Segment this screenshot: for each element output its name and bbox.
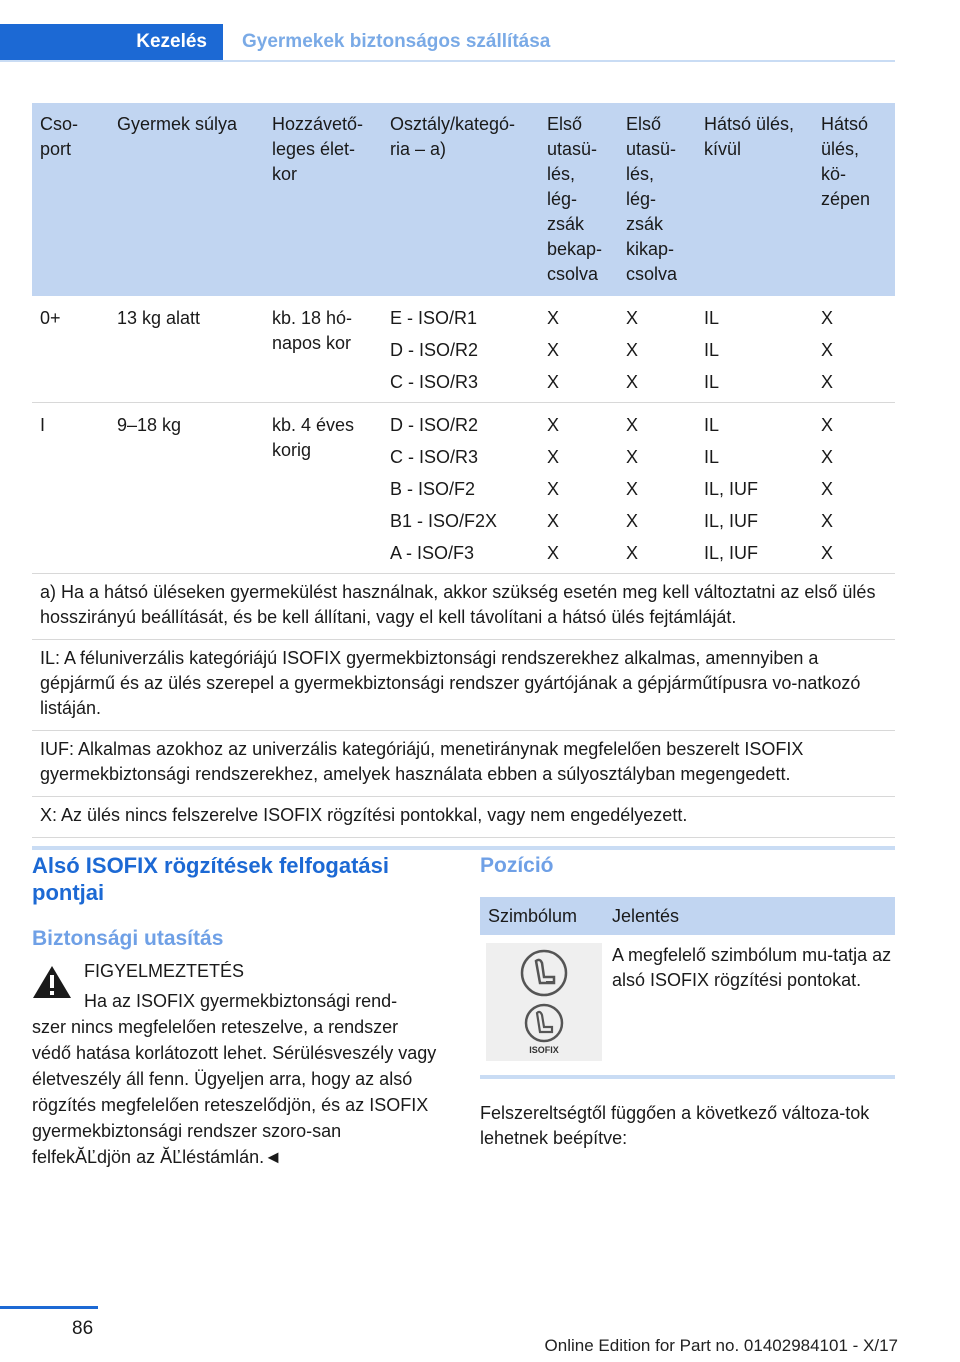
- symbol-col-header: Szimbólum: [488, 905, 578, 926]
- warning-block: [32, 958, 442, 1170]
- front-airbag-on-cell: [539, 296, 618, 402]
- cell-line: X: [821, 340, 834, 360]
- group-cell: 0+: [40, 308, 61, 328]
- cell-line: X: [821, 447, 834, 467]
- isofix-seat-icon: [486, 943, 602, 1061]
- rear-center-cell: [813, 296, 895, 402]
- symbol-table-end-rule: [480, 1075, 895, 1079]
- symbol-row: [480, 935, 895, 1073]
- cell-line: X: [626, 340, 639, 360]
- cell-line: IL: [704, 372, 720, 392]
- section-title[interactable]: Gyermekek biztonságos szállítása: [242, 31, 551, 52]
- symbol-meaning: A megfelelő szimbólum mu-tatja az alsó ISOFIX rögzítési pontokat.: [612, 945, 892, 990]
- right-column: [480, 852, 895, 1151]
- cell-line: D - ISO/R2: [390, 340, 479, 360]
- cell-line: IL: [704, 415, 720, 435]
- cell-line: X: [547, 447, 560, 467]
- safety-subheading: Biztonsági utasítás: [32, 927, 224, 950]
- isofix-symbol-label: ISOFIX: [529, 1045, 559, 1055]
- footer-edition: Online Edition for Part no. 01402984101 - X/17: [544, 1336, 898, 1355]
- cell-line: X: [626, 479, 639, 499]
- cell-line: X: [821, 543, 834, 563]
- table-header-cell: Hozzávető- leges élet- kor: [272, 114, 364, 184]
- cell-line: X: [626, 447, 639, 467]
- cell-line: X: [547, 511, 560, 531]
- cell-line: E - ISO/R1: [390, 308, 478, 328]
- cell-line: B - ISO/F2: [390, 479, 476, 499]
- table-header-cell: Első utasü- lés, lég- zsák kikap- csolva: [626, 114, 678, 284]
- symbol-table: [480, 897, 895, 1079]
- cell-line: X: [821, 308, 834, 328]
- cell-line: IL: [704, 447, 720, 467]
- page-number: 86: [72, 1318, 94, 1339]
- cell-line: X: [626, 308, 639, 328]
- cell-line: A - ISO/F3: [390, 543, 475, 563]
- table-header-cell: Gyermek súlya: [117, 114, 238, 134]
- cell-line: C - ISO/R3: [390, 372, 479, 392]
- table-header-cell: Első utasü- lés, lég- zsák bekap- csolva: [547, 114, 603, 284]
- cell-line: X: [547, 543, 560, 563]
- group-cell: I: [40, 415, 46, 435]
- table-note: IL: A féluniverzális kategóriájú ISOFIX gyermekbiztonsági rendszerekhez alkalmas, amennyiben a gépjármű és az ülés szerepel a gyermekbiztonsági rendszer gyártójának a gépjárműtípusra vo-natkozó listáján.: [32, 640, 895, 731]
- cell-line: X: [547, 479, 560, 499]
- cell-line: X: [821, 479, 834, 499]
- page-header: [0, 24, 895, 62]
- cell-line: X: [547, 415, 560, 435]
- section-heading: Alsó ISOFIX rögzítések felfogatási pontjai: [32, 853, 389, 905]
- cell-line: X: [626, 415, 639, 435]
- table-note: a) Ha a hátsó üléseken gyermekülést használnak, akkor szükség esetén meg kell változtatni az első ülés hosszirányú beállítását, és be kell állítani, vagy el kell távolítani a hátsó ülés fejtámláját.: [32, 574, 895, 640]
- cell-line: IL, IUF: [704, 479, 759, 499]
- meaning-col-header: Jelentés: [612, 905, 680, 926]
- class-cell: [382, 403, 539, 573]
- front-airbag-on-cell: [539, 403, 618, 573]
- table-row: [32, 296, 895, 403]
- front-airbag-off-cell: [618, 296, 696, 402]
- cell-line: X: [547, 308, 560, 328]
- cell-line: X: [821, 372, 834, 392]
- front-airbag-off-cell: [618, 403, 696, 573]
- cell-line: IL: [704, 308, 720, 328]
- rear-outer-cell: [696, 403, 813, 573]
- symbol-table-header: [480, 897, 895, 935]
- weight-cell: 9–18 kg: [117, 415, 182, 435]
- table-header-cell: Hátsó ülés, kö- zépen: [821, 114, 871, 209]
- cell-line: X: [547, 372, 560, 392]
- rear-outer-cell: [696, 296, 813, 402]
- table-header-row: [32, 103, 895, 296]
- page-number-rule: [0, 1306, 98, 1309]
- weight-cell: 13 kg alatt: [117, 308, 201, 328]
- isofix-symbol: [486, 943, 602, 1061]
- cell-line: IL: [704, 340, 720, 360]
- cell-line: X: [626, 543, 639, 563]
- cell-line: X: [626, 372, 639, 392]
- table-note: IUF: Alkalmas azokhoz az univerzális kategóriájú, menetiránynak megfelelően beszerelt ISOFIX gyermekbiztonsági rendszerekhez, amelyek használata ebben a súlyosztályban megengedett.: [32, 731, 895, 797]
- age-cell: kb. 4 éves korig: [272, 415, 355, 460]
- class-cell: [382, 296, 539, 402]
- chapter-tab[interactable]: Kezelés: [0, 24, 223, 60]
- table-header-cell: Hátsó ülés, kívül: [704, 114, 795, 159]
- left-column: [32, 852, 442, 1170]
- table-end-rule: [32, 846, 895, 850]
- cell-line: IL, IUF: [704, 511, 759, 531]
- cell-line: X: [547, 340, 560, 360]
- cell-line: X: [821, 511, 834, 531]
- warning-text-first: Ha az ISOFIX gyermekbiztonsági rend-: [84, 991, 398, 1011]
- cell-line: D - ISO/R2: [390, 415, 479, 435]
- warning-text: szer nincs megfelelően reteszelve, a rendszer védő hatása korlátozott lehet. Sérülésveszély vagy életveszély áll fenn. Ügyeljen arra, hogy az alsó rögzítés megfelelően reteszelődjön, és az ISOFIX gyermekbiztonsági rendszer szoro-san felfekĂĽdjön az ĂĽléstámlán.◄: [32, 1017, 437, 1167]
- isofix-table: [32, 103, 895, 850]
- variants-paragraph: Felszereltségtől függően a következő változa-tok lehetnek beépítve:: [480, 1103, 870, 1148]
- warning-triangle-icon: [32, 964, 72, 1000]
- table-row: [32, 403, 895, 574]
- table-header-cell: Osztály/kategó- ria – a): [390, 114, 516, 159]
- cell-line: X: [821, 415, 834, 435]
- cell-line: X: [626, 511, 639, 531]
- header-rule: [0, 60, 895, 62]
- rear-center-cell: [813, 403, 895, 573]
- warning-title: FIGYELMEZTETÉS: [84, 961, 245, 981]
- position-heading: Pozíció: [480, 854, 554, 877]
- table-header-cell: Cso- port: [40, 114, 79, 159]
- cell-line: C - ISO/R3: [390, 447, 479, 467]
- cell-line: B1 - ISO/F2X: [390, 511, 498, 531]
- table-note: X: Az ülés nincs felszerelve ISOFIX rögzítési pontokkal, vagy nem engedélyezett.: [32, 797, 895, 838]
- cell-line: IL, IUF: [704, 543, 759, 563]
- age-cell: kb. 18 hó- napos kor: [272, 308, 353, 353]
